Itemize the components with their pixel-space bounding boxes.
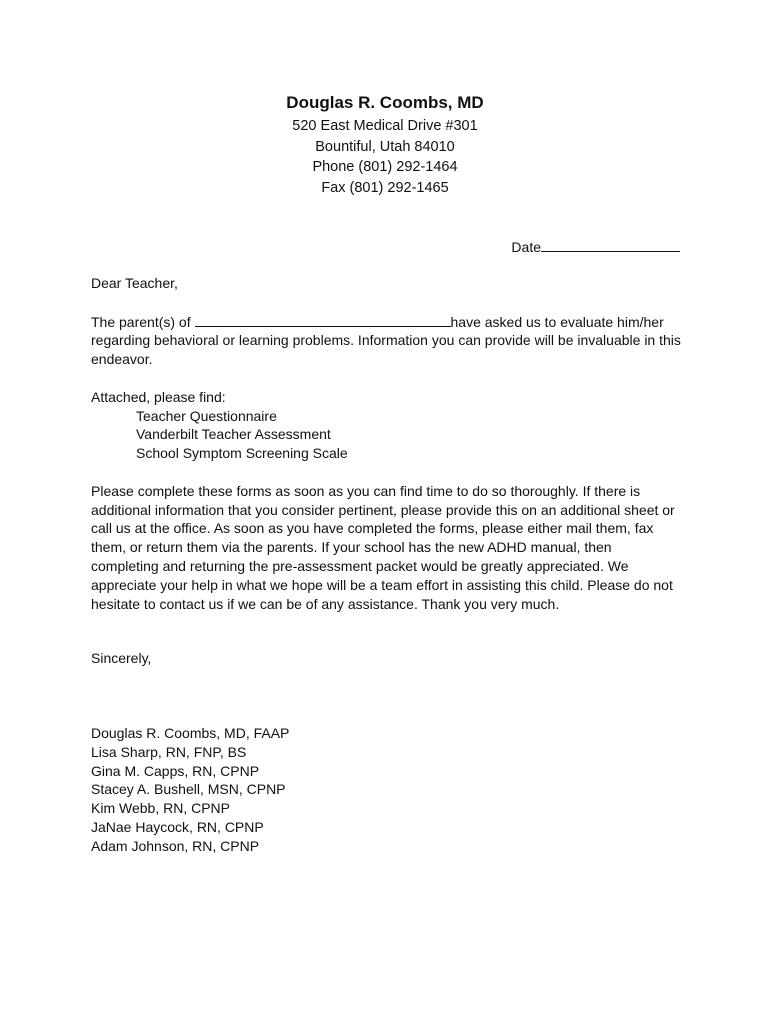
instructions-line: Please complete these forms as soon as you can find time to do so thoroughly. If there is bbox=[91, 482, 641, 499]
doctor-name: Douglas R. Coombs, MD bbox=[286, 93, 484, 112]
staff-member: Adam Johnson, RN, CPNP bbox=[91, 837, 260, 854]
staff-member: Kim Webb, RN, CPNP bbox=[91, 800, 230, 817]
instructions-line: call us at the office. As soon as you have completed the forms, please either mail them, fax bbox=[91, 520, 654, 537]
staff-member: Stacey A. Bushell, MSN, CPNP bbox=[91, 781, 286, 798]
intro-suffix: have asked us to evaluate him/her bbox=[450, 313, 664, 330]
attachments-heading: Attached, please find: bbox=[91, 388, 226, 405]
date-label: Date bbox=[511, 239, 541, 255]
staff-member: Douglas R. Coombs, MD, FAAP bbox=[91, 725, 290, 741]
child-name-blank-line[interactable] bbox=[195, 312, 451, 327]
staff-list bbox=[91, 724, 289, 856]
intro-paragraph bbox=[91, 312, 681, 369]
intro-line-3: endeavor. bbox=[91, 351, 153, 368]
address-line-1: 520 East Medical Drive #301 bbox=[292, 118, 478, 134]
staff-member: Lisa Sharp, RN, FNP, BS bbox=[91, 743, 247, 760]
staff-member: JaNae Haycock, RN, CPNP bbox=[91, 818, 264, 835]
intro-line-2: regarding behavioral or learning problems. Information you can provide will be invaluable in this bbox=[91, 332, 681, 349]
fax-number: Fax (801) 292-1465 bbox=[321, 179, 449, 196]
staff-member: Gina M. Capps, RN, CPNP bbox=[91, 762, 260, 779]
instructions-paragraph bbox=[91, 482, 681, 614]
address-line-2: Bountiful, Utah 84010 bbox=[315, 138, 455, 155]
instructions-line: them, or return them via the parents. If your school has the new ADHD manual, then bbox=[91, 539, 612, 556]
closing: Sincerely, bbox=[91, 650, 152, 666]
salutation: Dear Teacher, bbox=[91, 275, 178, 291]
attachment-item: Teacher Questionnaire bbox=[136, 407, 277, 424]
instructions-line: hesitate to contact us if we can be of any assistance. Thank you very much. bbox=[91, 595, 560, 612]
date-field bbox=[511, 237, 680, 257]
phone-number: Phone (801) 292-1464 bbox=[312, 159, 458, 175]
instructions-line: appreciate your help in what we hope will be a team effort in assisting this child. Please do not bbox=[91, 576, 673, 593]
attachment-item: School Symptom Screening Scale bbox=[136, 445, 348, 462]
letter-body bbox=[91, 274, 681, 613]
attachment-item: Vanderbilt Teacher Assessment bbox=[136, 426, 331, 443]
date-blank-line[interactable] bbox=[541, 237, 680, 252]
attachments-section bbox=[91, 388, 681, 463]
instructions-line: additional information that you consider pertinent, please provide this on an additional sheet or bbox=[91, 501, 675, 518]
intro-prefix: The parent(s) of bbox=[91, 313, 195, 330]
instructions-line: completing and returning the pre-assessment packet would be greatly appreciated. We bbox=[91, 557, 629, 574]
letterhead bbox=[0, 92, 770, 198]
